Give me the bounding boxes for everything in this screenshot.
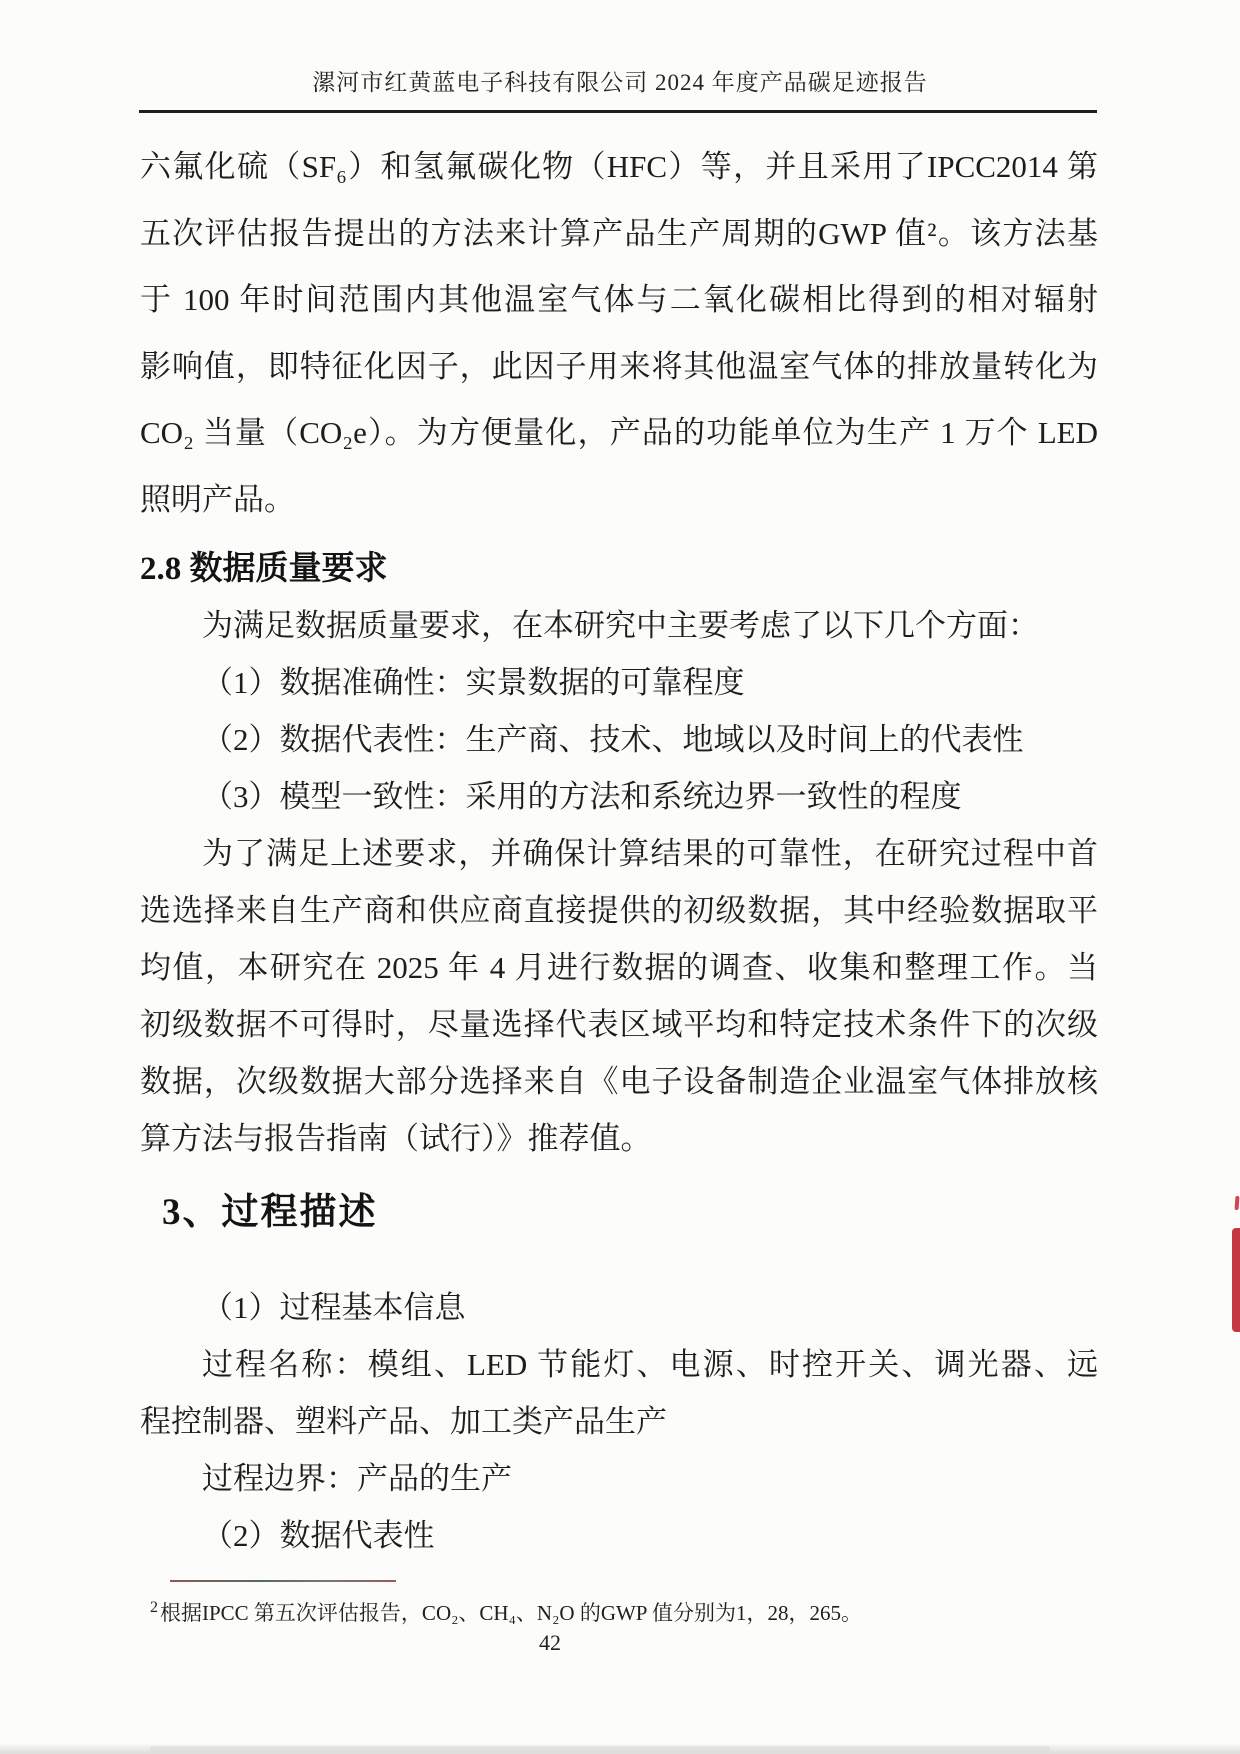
paragraph-line: 照明产品。 xyxy=(140,481,295,517)
paragraph-line: CO₂ 当量（CO₂e）。为方便量化，产品的功能单位为生产 1 万个 LED xyxy=(140,415,1098,450)
page-body xyxy=(140,134,1098,1629)
paragraph-line: 初级数据不可得时，尽量选择代表区域平均和特定技术条件下的次级 xyxy=(140,1007,1098,1042)
paragraph-line: 选选择来自生产商和供应商直接提供的初级数据，其中经验数据取平 xyxy=(140,893,1098,928)
footnote-separator xyxy=(170,1580,396,1582)
paragraph-line: 过程名称：模组、LED 节能灯、电源、时控开关、调光器、远 xyxy=(202,1347,1098,1382)
paragraph-line: 程控制器、塑料产品、加工类产品生产 xyxy=(140,1404,667,1439)
paragraph-continuation xyxy=(140,134,1098,533)
paragraph-line: 算方法与报告指南（试行）》推荐值。 xyxy=(140,1121,652,1156)
paragraph-line: 为了满足上述要求，并确保计算结果的可靠性，在研究过程中首 xyxy=(202,836,1098,871)
paragraph-line: 六氟化硫（SF₆）和氢氟碳化物（HFC）等，并且采用了IPCC2014 第 xyxy=(140,149,1098,184)
list-item: （3）模型一致性：采用的方法和系统边界一致性的程度 xyxy=(202,779,962,814)
list-item: （1）数据准确性：实景数据的可靠程度 xyxy=(202,665,745,700)
paragraph-line: 五次评估报告提出的方法来计算产品生产周期的GWP 值²。该方法基 xyxy=(140,215,1098,251)
paragraph-line: 数据，次级数据大部分选择来自《电子设备制造企业温室气体排放核 xyxy=(140,1064,1098,1099)
scan-edge-smudge xyxy=(150,1746,1050,1753)
page-number: 42 xyxy=(539,1630,561,1655)
red-ink-mark xyxy=(1235,1196,1240,1210)
footnote-text: 根据IPCC 第五次评估报告，CO₂、CH₄、N₂O 的GWP 值分别为1，28，265。 xyxy=(160,1601,862,1625)
header-rule xyxy=(139,110,1097,113)
footnote xyxy=(140,1592,1098,1629)
paragraph-line: 为满足数据质量要求，在本研究中主要考虑了以下几个方面： xyxy=(202,608,1039,643)
paragraph-line: （1）过程基本信息 xyxy=(202,1290,466,1325)
quality-list xyxy=(140,654,1098,825)
list-item: （2）数据代表性：生产商、技术、地域以及时间上的代表性 xyxy=(202,722,1024,757)
paragraph-data-selection xyxy=(140,825,1098,1167)
paragraph-line: （2）数据代表性 xyxy=(202,1518,435,1553)
paragraph-line: 均值，本研究在 2025 年 4 月进行数据的调查、收集和整理工作。当 xyxy=(140,950,1098,985)
paragraph-line: 影响值，即特征化因子，此因子用来将其他温室气体的排放量转化为 xyxy=(140,348,1098,384)
footnote-marker: 2 xyxy=(150,1599,158,1616)
section-heading-2-8: 2.8 数据质量要求 xyxy=(140,551,388,587)
process-description-block xyxy=(140,1279,1098,1564)
paragraph-line: 过程边界：产品的生产 xyxy=(202,1461,512,1496)
red-ink-mark xyxy=(1232,1228,1240,1332)
report-header-title: 漯河市红黄蓝电子科技有限公司 2024 年度产品碳足迹报告 xyxy=(312,70,928,95)
section-heading-3: 3、过程描述 xyxy=(162,1192,378,1233)
paragraph-line: 于 100 年时间范围内其他温室气体与二氧化碳相比得到的相对辐射 xyxy=(140,282,1098,317)
